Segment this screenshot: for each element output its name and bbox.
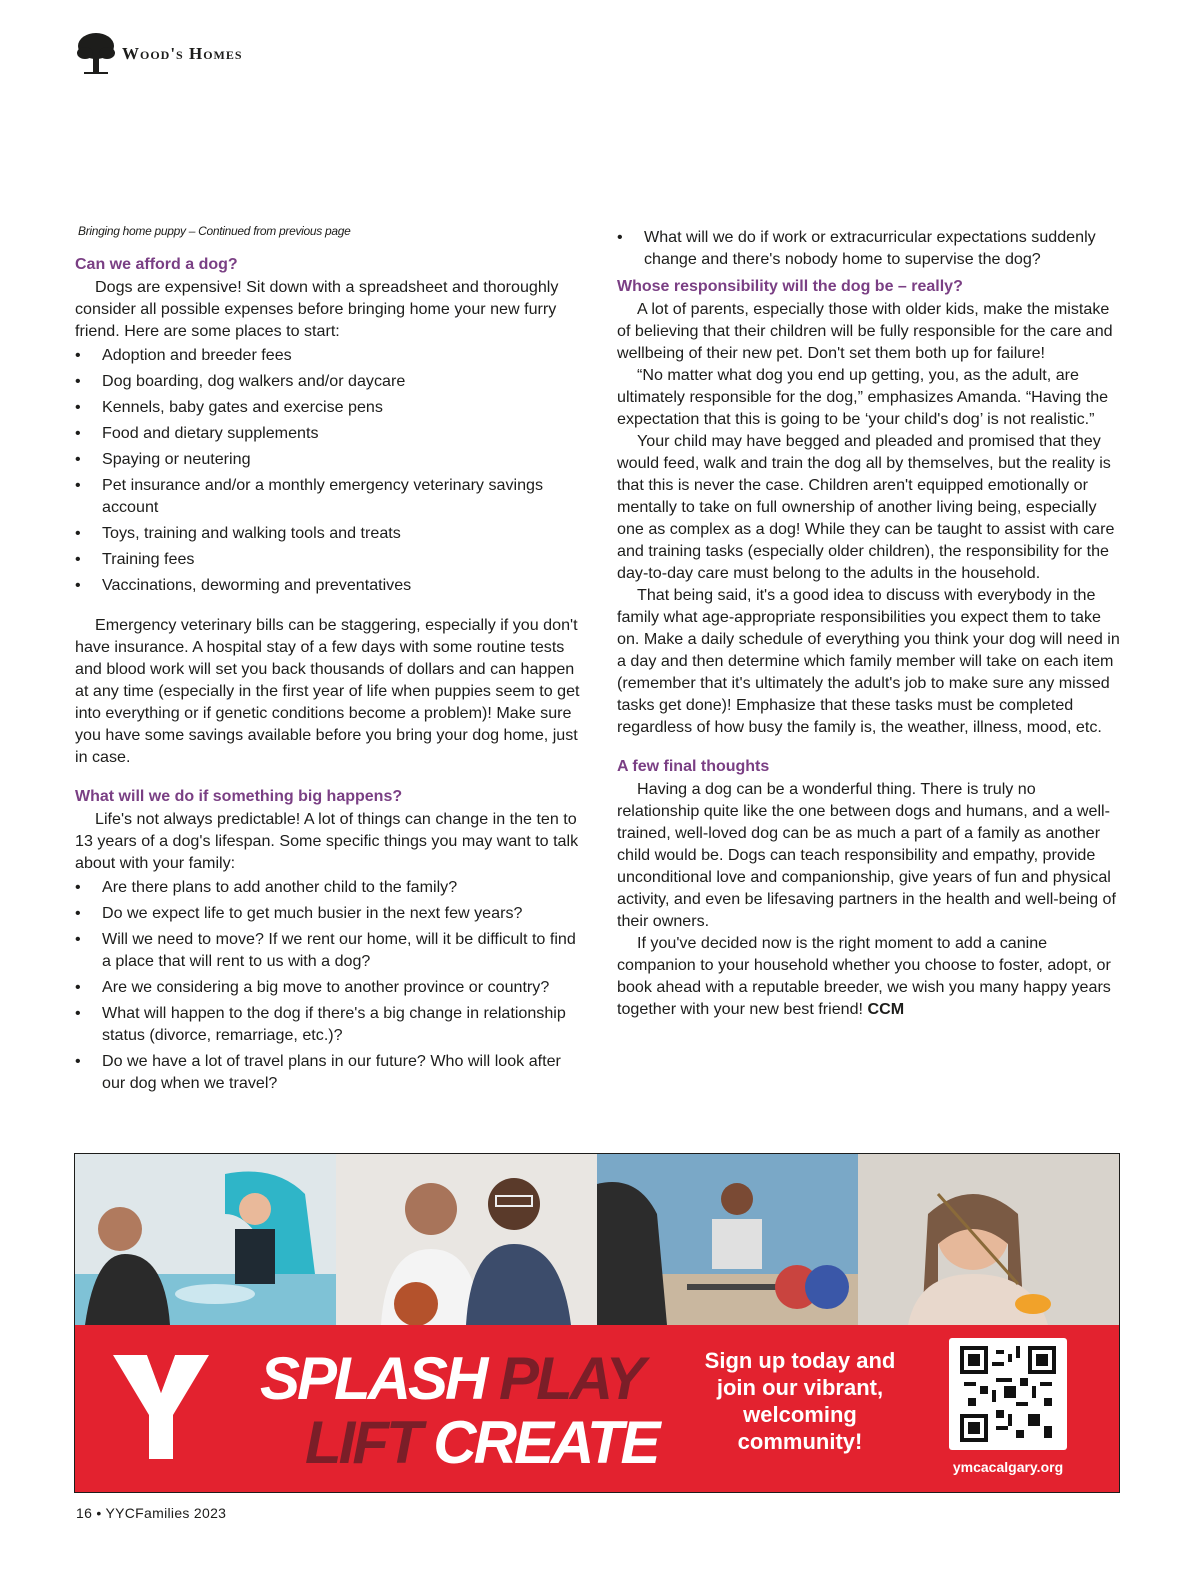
slogan-create: CREATE [433, 1409, 658, 1476]
heading-afford: Can we afford a dog? [75, 256, 238, 273]
list-item: • Food and dietary supplements [75, 422, 580, 444]
final-p2 [617, 932, 1122, 1020]
continued-list [617, 226, 1122, 270]
painting-photo [858, 1154, 1119, 1325]
list-item: • Are there plans to add another child to the family? [75, 876, 580, 898]
list-item: • Kennels, baby gates and exercise pens [75, 396, 580, 418]
page-footer: 16 • YYCFamilies 2023 [76, 1505, 227, 1521]
ymca-advertisement[interactable] [74, 1153, 1120, 1493]
responsibility-p1: A lot of parents, especially those with older kids, make the mistake of believing that their children will be fully responsible for the care and wellbeing of their new pet. Don't set them both up for failure! [617, 300, 1113, 362]
big-intro: Life's not always predictable! A lot of things can change in the ten to 13 years of a dog's lifespan. Some specific things you may want to talk about with your family: [75, 810, 579, 872]
heading-big-happens: What will we do if something big happens? [75, 788, 403, 805]
brand-logo [76, 32, 243, 76]
heading-responsibility: Whose responsibility will the dog be – really? [617, 278, 963, 295]
emergency-paragraph: Emergency veterinary bills can be staggering, especially if you don't have insurance. A hospital stay of a few days with some routine tests and blood work will set you back thousands of dollars and can happen at any time (especially in the first year of life when puppies seem to get into everything or if genetic conditions become a problem)! Make sure you have some savings available before you bring your dog home, just in case. [75, 616, 580, 766]
continued-note: Bringing home puppy – Continued from previous page [78, 224, 351, 238]
responsibility-p4: That being said, it's a good idea to discuss with everybody in the family what age-appropriate responsibilities you expect them to take on. Make a daily schedule of everything you think your dog will need in a day and then determine which family member will take on each item (remember that it's ultimately the adult's job to make sure any missed tasks get done)! Emphasize that these tasks must be completed regardless of how busy the family is, the weather, illness, mood, etc. [617, 586, 1120, 736]
list-item: • Do we have a lot of travel plans in our future? Who will look after our dog when we travel? [75, 1050, 580, 1094]
signature: CCM [867, 1000, 905, 1018]
list-item: • Will we need to move? If we rent our home, will it be difficult to find a place that will rent to us with a dog? [75, 928, 580, 972]
list-item: • Spaying or neutering [75, 448, 580, 470]
list-item: • Do we expect life to get much busier in the next few years? [75, 902, 580, 924]
weightlifting-photo [597, 1154, 858, 1325]
slogan-lift: LIFT [305, 1409, 420, 1476]
list-item: • What will we do if work or extracurricular expectations suddenly change and there's nobody home to supervise the dog? [617, 226, 1122, 270]
final-p1: Having a dog can be a wonderful thing. There is truly no relationship quite like the one between dogs and humans, and a well-trained, well-loved dog can be as much a part of a family as another child would be. Dogs can teach responsibility and empathy, provide unconditional love and companionship, give years of fun and physical activity, and even be lifesaving partners in the health and well-being of their owners. [617, 780, 1116, 930]
ad-photo-strip [75, 1154, 1119, 1325]
list-item: • What will happen to the dog if there's a big change in relationship status (divorce, remarriage, etc.)? [75, 1002, 580, 1046]
responsibility-p3: Your child may have begged and pleaded and promised that they would feed, walk and train the dog all by themselves, but the reality is that this is never the case. Children aren't equipped emotionally or mentally to take on full ownership of another living being, especially one as complex as a dog! While they can be taught to assist with care and training tasks (especially older children), the responsibility for the day-to-day care must belong to the adults in the household. [617, 432, 1115, 582]
list-item: • Adoption and breeder fees [75, 344, 580, 366]
final-p2-text: If you've decided now is the right moment to add a canine companion to your household whether you choose to foster, adopt, or book ahead with a reputable breeder, we wish you many happy years together with your new best friend! [617, 934, 1111, 1018]
ad-red-band [75, 1325, 1119, 1492]
slogan-splash: SPLASH [260, 1345, 486, 1412]
ad-slogan [260, 1347, 658, 1475]
ymca-url[interactable]: ymcacalgary.org [952, 1459, 1064, 1475]
list-item: • Toys, training and walking tools and treats [75, 522, 580, 544]
qr-code-icon [960, 1346, 1056, 1442]
list-item: • Pet insurance and/or a monthly emergency veterinary savings account [75, 474, 580, 518]
left-column [75, 222, 580, 1098]
list-item: • Are we considering a big move to another province or country? [75, 976, 580, 998]
right-column [617, 222, 1122, 1020]
heading-final-thoughts: A few final thoughts [617, 758, 770, 775]
afford-intro: Dogs are expensive! Sit down with a spreadsheet and thoroughly consider all possible expenses before bringing home your new furry friend. Here are some places to start: [75, 278, 559, 340]
ymca-y-icon [111, 1353, 211, 1463]
pool-photo [75, 1154, 336, 1325]
slogan-play: PLAY [499, 1345, 643, 1412]
list-item: • Dog boarding, dog walkers and/or daycare [75, 370, 580, 392]
list-item: • Training fees [75, 548, 580, 570]
ad-signup-text: Sign up today and join our vibrant, welcoming community! [704, 1348, 896, 1454]
teens-photo [336, 1154, 597, 1325]
responsibility-p2: “No matter what dog you end up getting, you, as the adult, are ultimately responsible for the dog,” emphasizes Amanda. “Having the expectation that this is going to be ‘your child's dog’ is not realistic.” [617, 366, 1109, 428]
expense-list [75, 344, 580, 596]
qr-code[interactable] [949, 1338, 1067, 1450]
list-item: • Vaccinations, deworming and preventatives [75, 574, 580, 596]
tree-icon [76, 32, 116, 76]
brand-name: Wood's Homes [122, 44, 243, 63]
big-changes-list [75, 876, 580, 1094]
